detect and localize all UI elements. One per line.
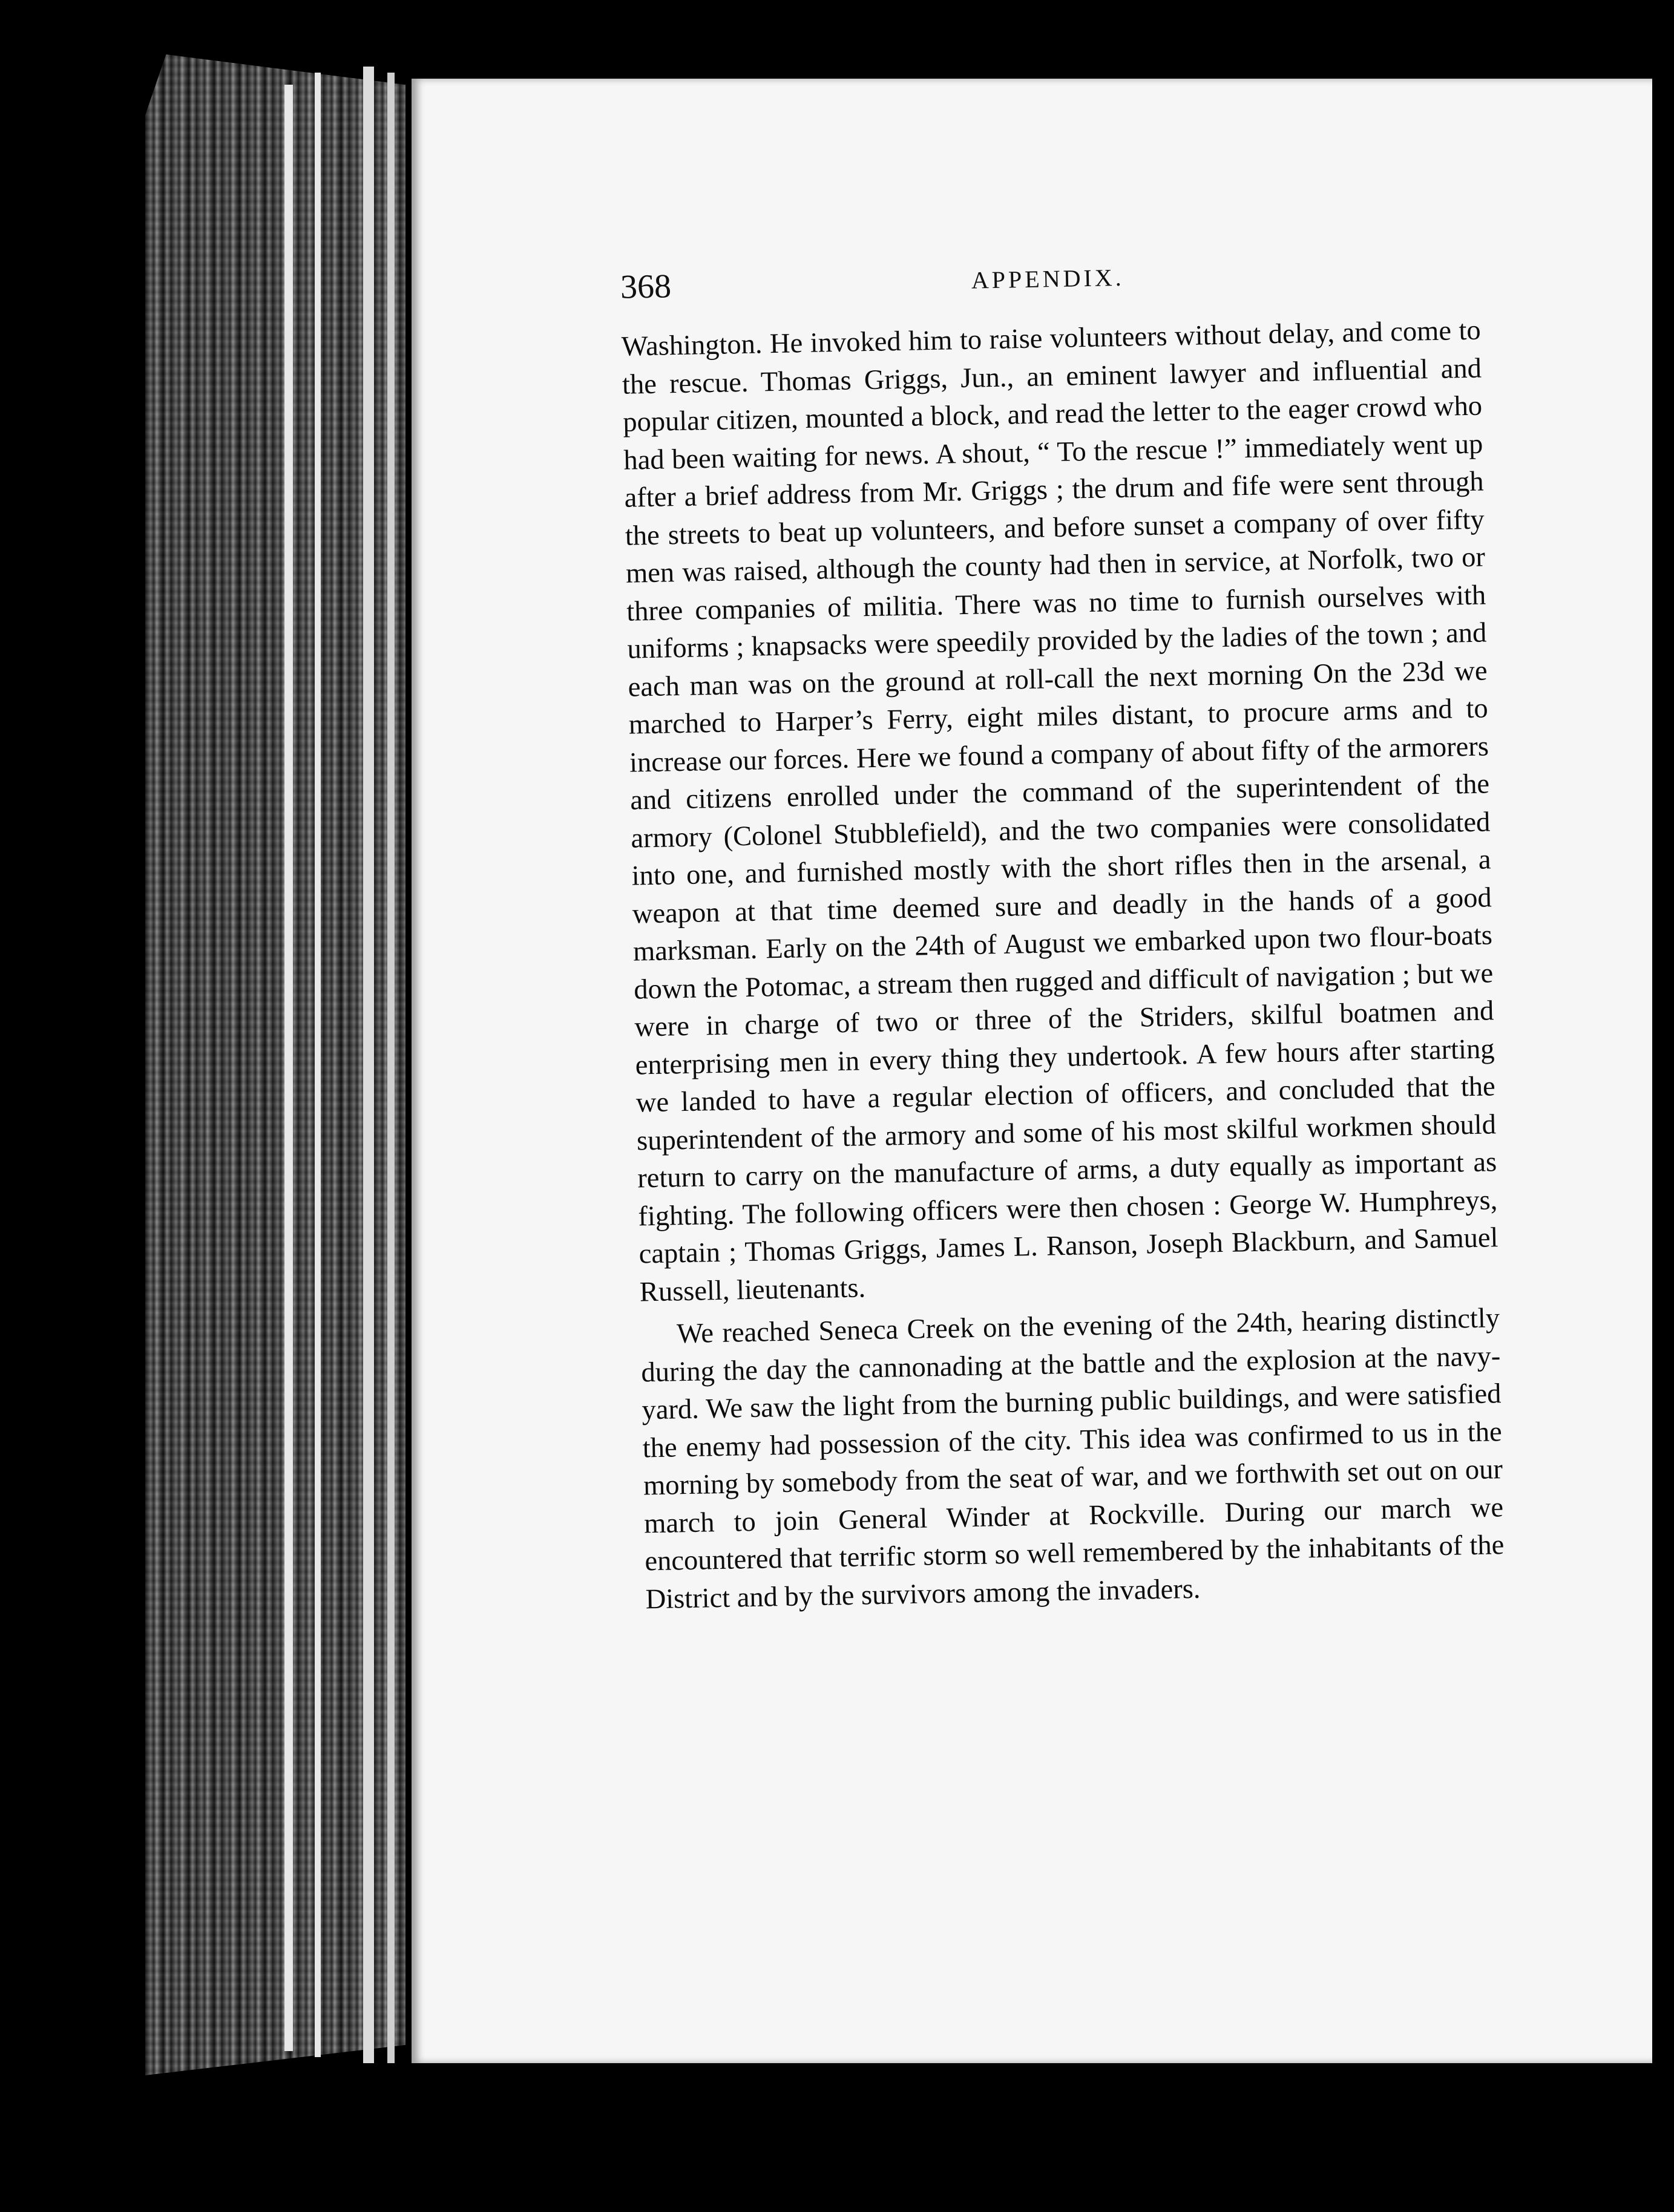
page-edge-highlight xyxy=(363,67,374,2063)
running-head: APPENDIX. xyxy=(971,263,1125,294)
paragraph: We reached Seneca Creek on the evening of the 24th, hearing distinctly during the day the cannonading at the battle and the explosion at the navy-yard. We saw the light from the burning public buildings, and were satisfied the enemy had possession of the city. This idea was confirmed to us in the morning by somebody from the seat of war, and we forthwith set out on our march to join General Winder at Rockville. During our march we encountered that terrific storm so well remembered by the inhabitants of the District and by the survivors among the invaders. xyxy=(640,1303,1505,1615)
page-header xyxy=(620,250,1564,316)
page-content xyxy=(393,67,1672,2075)
page-number: 368 xyxy=(620,267,672,306)
page-edge-highlight xyxy=(315,73,321,2057)
body-text xyxy=(621,312,1505,1619)
page-edge-highlight xyxy=(284,85,293,2051)
paragraph: Washington. He invoked him to raise volunteers without delay, and come to the rescue. Thomas Griggs, Jun., an eminent lawyer and influential and popular citizen, mounted a block, and read the letter to the eager crowd who had been waiting for news. A shout, “ To the rescue !” immediately went up after a brief address from Mr. Griggs ; the drum and fife were sent through the streets to beat up volunteers, and before sunset a company of over fifty men was raised, although the county had then in service, at Norfolk, two or three companies of militia. There was no time to furnish ourselves with uniforms ; knapsacks were speedily provided by the ladies of the town ; and each man was on the ground at roll-call the next morning On the 23d we marched to Harper’s Ferry, eight miles distant, to procure arms and to increase our forces. Here we found a company of about fifty of the armorers and citizens enrolled under the command of the superintendent of the armory (Colonel Stubblefield), and the two companies were consolidated into one, and furnished mostly with the short rifles then in the arsenal, a weapon at that time deemed sure and deadly in the hands of a good marksman. Early on the 24th of August we embarked upon two flour-boats down the Potomac, a stream then rugged and difficult of navigation ; but we were in charge of two or three of the Striders, skilful boatmen and enterprising men in every thing they undertook. A few hours after starting we landed to have a regular election of officers, and concluded that the superintendent of the armory and some of his most skilful workmen should return to carry on the manufacture of arms, a duty equally as important as fighting. The following officers were then chosen : George W. Humphreys, captain ; Thomas Griggs, James L. Ranson, Joseph Blackburn, and Samuel Russell, lieutenants. xyxy=(621,315,1498,1308)
book-page xyxy=(412,79,1652,2063)
page-edge-highlight xyxy=(387,73,395,2063)
